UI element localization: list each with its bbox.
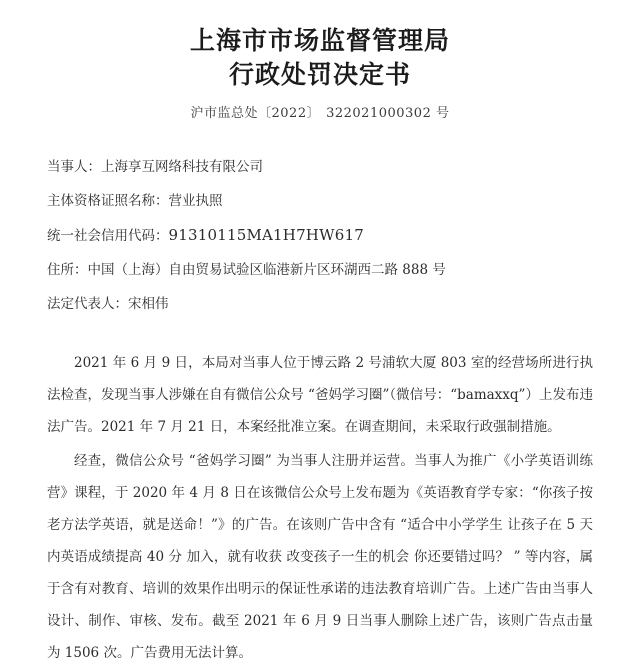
document-body	[0, 347, 640, 669]
party-legal-representative-label: 法定代表人：	[47, 296, 128, 312]
party-license-label: 主体资格证照名称：	[47, 193, 169, 209]
issuing-authority-title: 上海市市场监督管理局	[189, 27, 450, 55]
document-header	[0, 0, 640, 124]
party-address-value: 中国（上海）自由贸易试验区临港新片区环湖西二路 888 号	[87, 262, 446, 278]
body-paragraph-inspection: 2021 年 6 月 9 日，本局对当事人位于博云路 2 号浦软大厦 803 室的经营场所进行执法检查，发现当事人涉嫌在自有微信公众号 “爸妈学习圈”（微信号：“bamaxxq”）上发布违法广告。2021 年 7 月 21 日，本案经批准立案。在调查期间，未采取行政强制措施。	[47, 355, 593, 435]
party-name-label: 当事人：	[47, 159, 101, 175]
party-legal-representative-row	[47, 287, 593, 321]
party-address-row	[47, 253, 593, 287]
party-name-row	[47, 150, 593, 184]
document-type-title: 行政处罚决定书	[228, 61, 411, 89]
body-paragraph-investigation-findings: 经查，微信公众号 “爸妈学习圈” 为当事人注册并运营。当事人为推广《小学英语训练营》课程，于 2020 年 4 月 8 日在该微信公众号上发布题为《英语教育学专家：“你孩子按老方法学英语，就是送命！”》的广告。在该则广告中含有 “适合中小学学生 让孩子在 5 天内英语成绩提高 40 分 加入，就有收获 改变孩子一生的机会 你还要错过吗？ ” 等内容，属于含有对教育、培训的效果作出明示的保证性承诺的违法教育培训广告。上述广告由当事人设计、制作、审核、发布。截至 2021 年 6 月 9 日当事人删除上述广告，该则广告点击量为 1506 次。广告费用无法计算。	[47, 453, 593, 661]
party-address-label: 住所：	[47, 262, 88, 278]
document-number-sequence: 322021000302 号	[326, 106, 450, 121]
party-information-block	[0, 150, 640, 321]
party-credit-code-value: 91310115MA1H7HW617	[168, 226, 364, 244]
party-license-value: 营业执照	[168, 193, 223, 209]
party-credit-code-row	[47, 218, 593, 253]
document-number-prefix: 沪市监总处〔2022〕	[190, 106, 321, 121]
party-legal-representative-value: 宋相伟	[128, 296, 169, 312]
party-license-row	[47, 184, 593, 218]
document-number	[0, 104, 640, 124]
party-credit-code-label: 统一社会信用代码：	[47, 228, 169, 244]
party-name-value: 上海享互网络科技有限公司	[101, 159, 263, 175]
